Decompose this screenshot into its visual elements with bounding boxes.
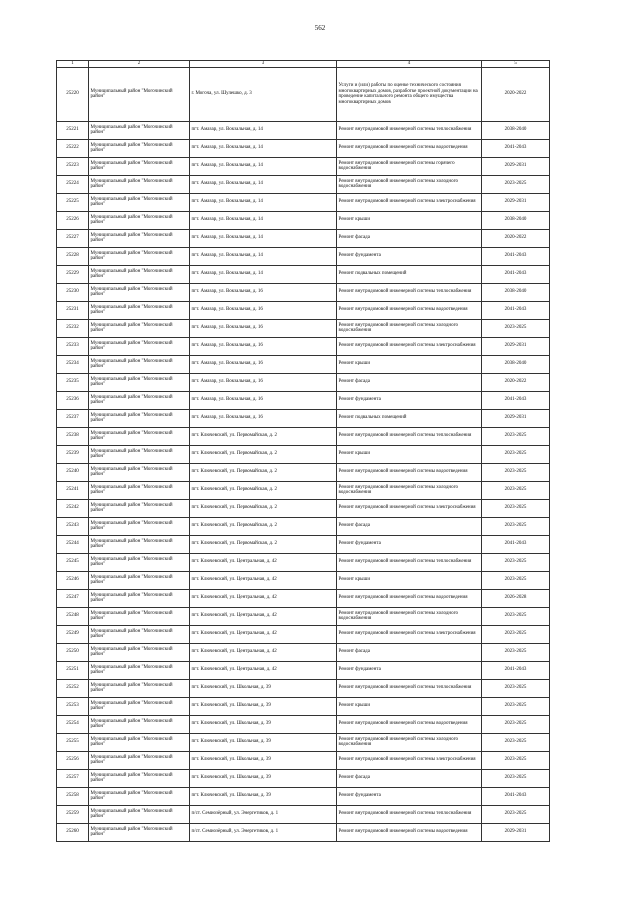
row-number-cell: 25249 <box>57 625 89 643</box>
district-cell: Муниципальный район "Могочинский район" <box>89 121 190 139</box>
work-type-cell: Ремонт фасада <box>337 229 482 247</box>
row-number-cell: 25247 <box>57 589 89 607</box>
table-row <box>57 265 550 283</box>
address-cell: пгт. Ключевский, ул. Первомайская, д. 2 <box>190 481 337 499</box>
district-cell: Муниципальный район "Могочинский район" <box>89 643 190 661</box>
period-cell: 2038-2040 <box>482 355 550 373</box>
row-number-cell: 25240 <box>57 463 89 481</box>
period-cell: 2038-2040 <box>482 211 550 229</box>
row-number-cell: 25246 <box>57 571 89 589</box>
table-row <box>57 697 550 715</box>
address-cell: пгт. Амазар, ул. Вокзальная, д. 16 <box>190 337 337 355</box>
column-number-row <box>57 61 550 68</box>
address-cell: п/ст. Семиозёрный, ул. Энергетиков, д. 1 <box>190 823 337 841</box>
row-number-cell: 25229 <box>57 265 89 283</box>
page-number: 562 <box>314 24 326 32</box>
work-type-cell: Ремонт внутридомовой инженерной системы водоотведения <box>337 139 482 157</box>
row-number-cell: 25253 <box>57 697 89 715</box>
district-cell: Муниципальный район "Могочинский район" <box>89 67 190 121</box>
address-cell: пгт. Ключевский, ул. Центральная, д. 42 <box>190 625 337 643</box>
district-cell: Муниципальный район "Могочинский район" <box>89 247 190 265</box>
address-cell: пгт. Ключевский, ул. Школьная, д. 39 <box>190 769 337 787</box>
row-number-cell: 25245 <box>57 553 89 571</box>
table-row <box>57 481 550 499</box>
table-row <box>57 805 550 823</box>
row-number-cell: 25254 <box>57 715 89 733</box>
period-cell: 2026-2028 <box>482 589 550 607</box>
column-header: 5 <box>482 61 550 68</box>
address-cell: пгт. Ключевский, ул. Центральная, д. 42 <box>190 607 337 625</box>
work-type-cell: Услуги и (или) работы по оценке технического состояния многоквартирных домов, разработке проектной документации на проведение капитального ремонта общего имущества многоквартирных домов <box>337 67 482 121</box>
district-cell: Муниципальный район "Могочинский район" <box>89 409 190 427</box>
table-row <box>57 823 550 841</box>
address-cell: пгт. Ключевский, ул. Школьная, д. 39 <box>190 697 337 715</box>
work-type-cell: Ремонт фасада <box>337 517 482 535</box>
district-cell: Муниципальный район "Могочинский район" <box>89 283 190 301</box>
period-cell: 2023-2025 <box>482 499 550 517</box>
work-type-cell: Ремонт крыши <box>337 355 482 373</box>
table-row <box>57 67 550 121</box>
period-cell: 2023-2025 <box>482 607 550 625</box>
work-type-cell: Ремонт фасада <box>337 769 482 787</box>
period-cell: 2023-2025 <box>482 445 550 463</box>
address-cell: пгт. Ключевский, ул. Центральная, д. 42 <box>190 661 337 679</box>
table-row <box>57 769 550 787</box>
column-header: 3 <box>190 61 337 68</box>
work-type-cell: Ремонт крыши <box>337 571 482 589</box>
row-number-cell: 25251 <box>57 661 89 679</box>
period-cell: 2041-2043 <box>482 787 550 805</box>
district-cell: Муниципальный район "Могочинский район" <box>89 391 190 409</box>
period-cell: 2029-2031 <box>482 409 550 427</box>
row-number-cell: 25220 <box>57 67 89 121</box>
period-cell: 2023-2025 <box>482 751 550 769</box>
row-number-cell: 25223 <box>57 157 89 175</box>
table-row <box>57 661 550 679</box>
district-cell: Муниципальный район "Могочинский район" <box>89 517 190 535</box>
period-cell: 2023-2025 <box>482 733 550 751</box>
table-row <box>57 463 550 481</box>
work-type-cell: Ремонт внутридомовой инженерной системы горячего водоснабжения <box>337 157 482 175</box>
period-cell: 2023-2025 <box>482 715 550 733</box>
period-cell: 2029-2031 <box>482 157 550 175</box>
table-row <box>57 535 550 553</box>
table-row <box>57 409 550 427</box>
row-number-cell: 25248 <box>57 607 89 625</box>
district-cell: Муниципальный район "Могочинский район" <box>89 571 190 589</box>
district-cell: Муниципальный район "Могочинский район" <box>89 265 190 283</box>
district-cell: Муниципальный район "Могочинский район" <box>89 787 190 805</box>
table-row <box>57 787 550 805</box>
work-type-cell: Ремонт внутридомовой инженерной системы теплоснабжения <box>337 427 482 445</box>
table-row <box>57 643 550 661</box>
period-cell: 2041-2043 <box>482 301 550 319</box>
table-row <box>57 247 550 265</box>
district-cell: Муниципальный район "Могочинский район" <box>89 769 190 787</box>
column-header: 2 <box>89 61 190 68</box>
period-cell: 2020-2022 <box>482 67 550 121</box>
address-cell: пгт. Амазар, ул. Вокзальная, д. 14 <box>190 175 337 193</box>
period-cell: 2023-2025 <box>482 481 550 499</box>
row-number-cell: 25236 <box>57 391 89 409</box>
period-cell: 2023-2025 <box>482 463 550 481</box>
address-cell: пгт. Амазар, ул. Вокзальная, д. 14 <box>190 157 337 175</box>
work-type-cell: Ремонт внутридомовой инженерной системы теплоснабжения <box>337 553 482 571</box>
address-cell: пгт. Ключевский, ул. Первомайская, д. 2 <box>190 499 337 517</box>
address-cell: пгт. Амазар, ул. Вокзальная, д. 16 <box>190 373 337 391</box>
work-type-cell: Ремонт внутридомовой инженерной системы теплоснабжения <box>337 805 482 823</box>
district-cell: Муниципальный район "Могочинский район" <box>89 625 190 643</box>
work-type-cell: Ремонт внутридомовой инженерной системы водоотведения <box>337 301 482 319</box>
table-row <box>57 373 550 391</box>
district-cell: Муниципальный район "Могочинский район" <box>89 301 190 319</box>
table-row <box>57 679 550 697</box>
work-type-cell: Ремонт фундамента <box>337 247 482 265</box>
address-cell: пгт. Ключевский, ул. Первомайская, д. 2 <box>190 463 337 481</box>
address-cell: пгт. Ключевский, ул. Центральная, д. 42 <box>190 643 337 661</box>
work-type-cell: Ремонт фасада <box>337 373 482 391</box>
table-row <box>57 625 550 643</box>
address-cell: пгт. Ключевский, ул. Школьная, д. 39 <box>190 787 337 805</box>
row-number-cell: 25235 <box>57 373 89 391</box>
table-row <box>57 211 550 229</box>
table-row <box>57 337 550 355</box>
district-cell: Муниципальный район "Могочинский район" <box>89 499 190 517</box>
row-number-cell: 25241 <box>57 481 89 499</box>
table-row <box>57 229 550 247</box>
work-type-cell: Ремонт внутридомовой инженерной системы электроснабжения <box>337 625 482 643</box>
district-cell: Муниципальный район "Могочинский район" <box>89 481 190 499</box>
work-type-cell: Ремонт внутридомовой инженерной системы холодного водоснабжения <box>337 175 482 193</box>
period-cell: 2023-2025 <box>482 175 550 193</box>
district-cell: Муниципальный район "Могочинский район" <box>89 463 190 481</box>
work-type-cell: Ремонт внутридомовой инженерной системы электроснабжения <box>337 193 482 211</box>
table-row <box>57 445 550 463</box>
district-cell: Муниципальный район "Могочинский район" <box>89 751 190 769</box>
period-cell: 2041-2043 <box>482 247 550 265</box>
address-cell: пгт. Ключевский, ул. Первомайская, д. 2 <box>190 445 337 463</box>
period-cell: 2038-2040 <box>482 121 550 139</box>
period-cell: 2038-2040 <box>482 283 550 301</box>
table-row <box>57 607 550 625</box>
row-number-cell: 25225 <box>57 193 89 211</box>
work-type-cell: Ремонт подвальных помещений <box>337 409 482 427</box>
work-type-cell: Ремонт крыши <box>337 697 482 715</box>
table-row <box>57 553 550 571</box>
table-row <box>57 571 550 589</box>
address-cell: пгт. Амазар, ул. Вокзальная, д. 16 <box>190 283 337 301</box>
address-cell: пгт. Ключевский, ул. Школьная, д. 39 <box>190 715 337 733</box>
table-row <box>57 157 550 175</box>
period-cell: 2029-2031 <box>482 193 550 211</box>
work-type-cell: Ремонт крыши <box>337 445 482 463</box>
row-number-cell: 25224 <box>57 175 89 193</box>
period-cell: 2023-2025 <box>482 319 550 337</box>
period-cell: 2023-2025 <box>482 643 550 661</box>
district-cell: Муниципальный район "Могочинский район" <box>89 355 190 373</box>
address-cell: пгт. Амазар, ул. Вокзальная, д. 14 <box>190 193 337 211</box>
period-cell: 2023-2025 <box>482 553 550 571</box>
row-number-cell: 25232 <box>57 319 89 337</box>
table-row <box>57 139 550 157</box>
row-number-cell: 25231 <box>57 301 89 319</box>
district-cell: Муниципальный район "Могочинский район" <box>89 319 190 337</box>
district-cell: Муниципальный район "Могочинский район" <box>89 337 190 355</box>
work-type-cell: Ремонт внутридомовой инженерной системы холодного водоснабжения <box>337 607 482 625</box>
row-number-cell: 25252 <box>57 679 89 697</box>
district-cell: Муниципальный район "Могочинский район" <box>89 607 190 625</box>
period-cell: 2023-2025 <box>482 769 550 787</box>
table-row <box>57 283 550 301</box>
district-cell: Муниципальный район "Могочинский район" <box>89 427 190 445</box>
period-cell: 2041-2043 <box>482 661 550 679</box>
table-row <box>57 589 550 607</box>
period-cell: 2023-2025 <box>482 517 550 535</box>
row-number-cell: 25238 <box>57 427 89 445</box>
row-number-cell: 25256 <box>57 751 89 769</box>
period-cell: 2023-2025 <box>482 571 550 589</box>
table-row <box>57 319 550 337</box>
work-type-cell: Ремонт внутридомовой инженерной системы холодного водоснабжения <box>337 319 482 337</box>
work-type-cell: Ремонт фундамента <box>337 391 482 409</box>
address-cell: пгт. Ключевский, ул. Школьная, д. 39 <box>190 679 337 697</box>
address-cell: пгт. Ключевский, ул. Центральная, д. 42 <box>190 553 337 571</box>
table-row <box>57 715 550 733</box>
district-cell: Муниципальный район "Могочинский район" <box>89 733 190 751</box>
work-type-cell: Ремонт внутридомовой инженерной системы теплоснабжения <box>337 121 482 139</box>
row-number-cell: 25259 <box>57 805 89 823</box>
work-type-cell: Ремонт внутридомовой инженерной системы теплоснабжения <box>337 679 482 697</box>
work-type-cell: Ремонт подвальных помещений <box>337 265 482 283</box>
work-type-cell: Ремонт внутридомовой инженерной системы холодного водоснабжения <box>337 481 482 499</box>
column-header: 1 <box>57 61 89 68</box>
address-cell: пгт. Амазар, ул. Вокзальная, д. 14 <box>190 139 337 157</box>
work-type-cell: Ремонт фундамента <box>337 787 482 805</box>
district-cell: Муниципальный район "Могочинский район" <box>89 805 190 823</box>
work-type-cell: Ремонт внутридомовой инженерной системы электроснабжения <box>337 337 482 355</box>
period-cell: 2023-2025 <box>482 625 550 643</box>
row-number-cell: 25255 <box>57 733 89 751</box>
table-row <box>57 193 550 211</box>
district-cell: Муниципальный район "Могочинский район" <box>89 373 190 391</box>
district-cell: Муниципальный район "Могочинский район" <box>89 211 190 229</box>
work-type-cell: Ремонт внутридомовой инженерной системы водоотведения <box>337 715 482 733</box>
address-cell: пгт. Амазар, ул. Вокзальная, д. 16 <box>190 409 337 427</box>
row-number-cell: 25233 <box>57 337 89 355</box>
period-cell: 2020-2022 <box>482 373 550 391</box>
district-cell: Муниципальный район "Могочинский район" <box>89 445 190 463</box>
period-cell: 2029-2031 <box>482 823 550 841</box>
district-cell: Муниципальный район "Могочинский район" <box>89 175 190 193</box>
work-type-cell: Ремонт фасада <box>337 643 482 661</box>
table-row <box>57 175 550 193</box>
row-number-cell: 25244 <box>57 535 89 553</box>
address-cell: пгт. Амазар, ул. Вокзальная, д. 14 <box>190 265 337 283</box>
district-cell: Муниципальный район "Могочинский район" <box>89 139 190 157</box>
district-cell: Муниципальный район "Могочинский район" <box>89 553 190 571</box>
row-number-cell: 25227 <box>57 229 89 247</box>
period-cell: 2023-2025 <box>482 427 550 445</box>
table-row <box>57 121 550 139</box>
row-number-cell: 25239 <box>57 445 89 463</box>
work-type-cell: Ремонт внутридомовой инженерной системы электроснабжения <box>337 751 482 769</box>
address-cell: п/ст. Семиозёрный, ул. Энергетиков, д. 1 <box>190 805 337 823</box>
work-type-cell: Ремонт внутридомовой инженерной системы холодного водоснабжения <box>337 733 482 751</box>
district-cell: Муниципальный район "Могочинский район" <box>89 229 190 247</box>
address-cell: пгт. Ключевский, ул. Центральная, д. 42 <box>190 589 337 607</box>
work-type-cell: Ремонт внутридомовой инженерной системы теплоснабжения <box>337 283 482 301</box>
table-row <box>57 517 550 535</box>
period-cell: 2041-2043 <box>482 391 550 409</box>
row-number-cell: 25228 <box>57 247 89 265</box>
address-cell: пгт. Ключевский, ул. Первомайская, д. 2 <box>190 517 337 535</box>
row-number-cell: 25243 <box>57 517 89 535</box>
address-cell: пгт. Амазар, ул. Вокзальная, д. 14 <box>190 229 337 247</box>
row-number-cell: 25242 <box>57 499 89 517</box>
district-cell: Муниципальный район "Могочинский район" <box>89 157 190 175</box>
address-cell: пгт. Амазар, ул. Вокзальная, д. 16 <box>190 391 337 409</box>
row-number-cell: 25257 <box>57 769 89 787</box>
address-cell: пгт. Ключевский, ул. Центральная, д. 42 <box>190 571 337 589</box>
period-cell: 2029-2031 <box>482 337 550 355</box>
address-cell: пгт. Амазар, ул. Вокзальная, д. 14 <box>190 211 337 229</box>
period-cell: 2041-2043 <box>482 535 550 553</box>
district-cell: Муниципальный район "Могочинский район" <box>89 679 190 697</box>
row-number-cell: 25222 <box>57 139 89 157</box>
row-number-cell: 25250 <box>57 643 89 661</box>
address-cell: пгт. Ключевский, ул. Первомайская, д. 2 <box>190 535 337 553</box>
work-type-cell: Ремонт внутридомовой инженерной системы водоотведения <box>337 589 482 607</box>
row-number-cell: 25258 <box>57 787 89 805</box>
work-type-cell: Ремонт внутридомовой инженерной системы водоотведения <box>337 823 482 841</box>
row-number-cell: 25221 <box>57 121 89 139</box>
table-row <box>57 751 550 769</box>
table-row <box>57 733 550 751</box>
district-cell: Муниципальный район "Могочинский район" <box>89 535 190 553</box>
work-type-cell: Ремонт крыши <box>337 211 482 229</box>
work-type-cell: Ремонт внутридомовой инженерной системы водоотведения <box>337 463 482 481</box>
district-cell: Муниципальный район "Могочинский район" <box>89 697 190 715</box>
row-number-cell: 25237 <box>57 409 89 427</box>
address-cell: пгт. Амазар, ул. Вокзальная, д. 16 <box>190 319 337 337</box>
period-cell: 2020-2022 <box>482 229 550 247</box>
table-row <box>57 427 550 445</box>
address-cell: пгт. Амазар, ул. Вокзальная, д. 16 <box>190 301 337 319</box>
table-row <box>57 301 550 319</box>
address-cell: пгт. Амазар, ул. Вокзальная, д. 16 <box>190 355 337 373</box>
district-cell: Муниципальный район "Могочинский район" <box>89 661 190 679</box>
repair-schedule-table <box>56 60 550 842</box>
address-cell: пгт. Ключевский, ул. Первомайская, д. 2 <box>190 427 337 445</box>
district-cell: Муниципальный район "Могочинский район" <box>89 193 190 211</box>
table-row <box>57 499 550 517</box>
row-number-cell: 25234 <box>57 355 89 373</box>
table-row <box>57 355 550 373</box>
row-number-cell: 25226 <box>57 211 89 229</box>
work-type-cell: Ремонт внутридомовой инженерной системы электроснабжения <box>337 499 482 517</box>
work-type-cell: Ремонт фундамента <box>337 661 482 679</box>
address-cell: пгт. Амазар, ул. Вокзальная, д. 14 <box>190 247 337 265</box>
district-cell: Муниципальный район "Могочинский район" <box>89 589 190 607</box>
period-cell: 2023-2025 <box>482 805 550 823</box>
address-cell: пгт. Ключевский, ул. Школьная, д. 39 <box>190 733 337 751</box>
column-header: 4 <box>337 61 482 68</box>
period-cell: 2023-2025 <box>482 679 550 697</box>
address-cell: пгт. Амазар, ул. Вокзальная, д. 14 <box>190 121 337 139</box>
row-number-cell: 25260 <box>57 823 89 841</box>
table-row <box>57 391 550 409</box>
period-cell: 2023-2025 <box>482 697 550 715</box>
district-cell: Муниципальный район "Могочинский район" <box>89 715 190 733</box>
work-type-cell: Ремонт фундамента <box>337 535 482 553</box>
row-number-cell: 25230 <box>57 283 89 301</box>
period-cell: 2041-2043 <box>482 265 550 283</box>
address-cell: пгт. Ключевский, ул. Школьная, д. 39 <box>190 751 337 769</box>
district-cell: Муниципальный район "Могочинский район" <box>89 823 190 841</box>
address-cell: г. Могоча, ул. Шулешко, д. 3 <box>190 67 337 121</box>
period-cell: 2041-2043 <box>482 139 550 157</box>
